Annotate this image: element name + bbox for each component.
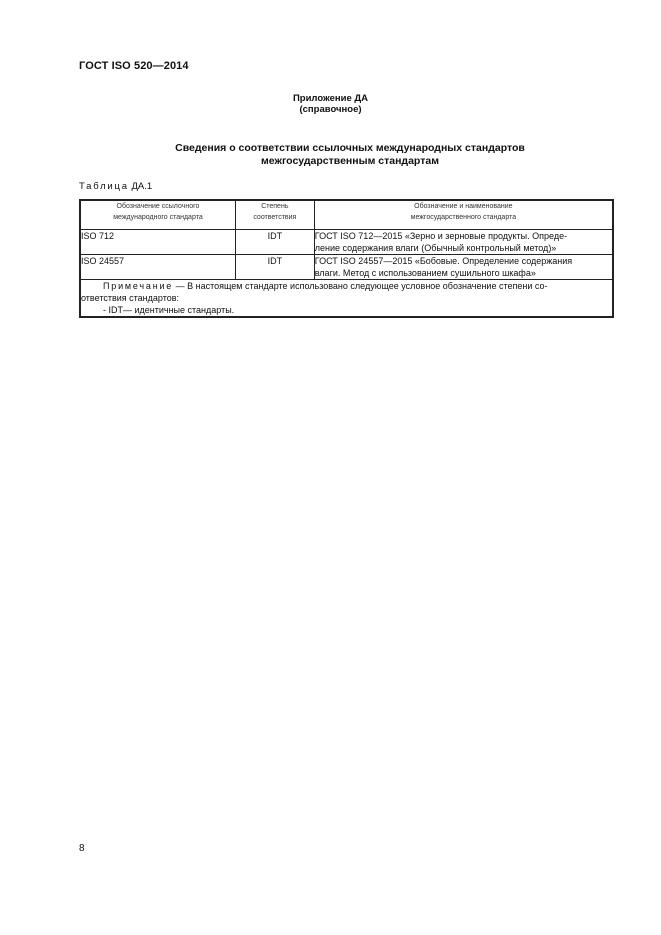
note-text-line2: ответствия стандартов: bbox=[81, 293, 180, 303]
section-title-line2: межгосударственным стандартам bbox=[261, 155, 439, 167]
header-intl-standard-line1: Обозначение ссылочного bbox=[116, 203, 200, 210]
appendix-status: (справочное) bbox=[299, 104, 362, 115]
cell-interstate-line2: ление содержания влаги (Обычный контрольный метод)» bbox=[314, 243, 557, 253]
cell-interstate-line1: ГОСТ ISO 24557—2015 «Бобовые. Определение содержания bbox=[314, 256, 573, 266]
table-caption bbox=[79, 181, 152, 192]
section-title-line1: Сведения о соответствии ссылочных международных стандартов bbox=[175, 142, 525, 154]
section-title bbox=[120, 142, 580, 168]
note-item: - IDT— идентичные стандарты. bbox=[103, 305, 235, 315]
appendix-title: Приложение ДА bbox=[292, 93, 369, 104]
cell-degree: IDT bbox=[235, 230, 314, 255]
page-number: 8 bbox=[79, 843, 85, 854]
table-note bbox=[80, 280, 613, 318]
header-intl-standard-line2: международного стандарта bbox=[113, 214, 203, 221]
table-caption-number: ДА.1 bbox=[131, 181, 153, 192]
table-note-row bbox=[80, 280, 613, 318]
cell-interstate-line1: ГОСТ ISO 712—2015 «Зерно и зерновые продукты. Опреде- bbox=[314, 231, 568, 241]
standards-table bbox=[79, 199, 614, 318]
note-text-line1: — В настоящем стандарте использовано следующее условное обозначение степени со- bbox=[173, 281, 548, 291]
cell-intl-standard: ISO 712 bbox=[80, 230, 235, 255]
cell-intl-standard: ISO 24557 bbox=[80, 255, 235, 280]
note-label: Примечание bbox=[103, 281, 174, 291]
table-row bbox=[80, 230, 613, 255]
header-degree-line1: Степень bbox=[261, 203, 289, 210]
note-line1 bbox=[81, 280, 612, 292]
cell-interstate-standard bbox=[314, 230, 613, 255]
cell-degree: IDT bbox=[235, 255, 314, 280]
cell-interstate-line2: влаги. Метод с использованием сушильного шкафа» bbox=[314, 268, 536, 278]
table-header-row bbox=[80, 200, 613, 230]
document-code: ГОСТ ISO 520—2014 bbox=[79, 60, 189, 72]
table-caption-word: Таблица bbox=[79, 181, 129, 192]
header-interstate-standard bbox=[314, 200, 613, 230]
header-interstate-line1: Обозначение и наименование bbox=[414, 203, 513, 210]
header-intl-standard bbox=[80, 200, 235, 230]
cell-interstate-standard bbox=[314, 255, 613, 280]
header-interstate-line2: межгосударственного стандарта bbox=[410, 214, 517, 221]
header-degree bbox=[235, 200, 314, 230]
header-degree-line2: соответствия bbox=[253, 214, 297, 221]
table-row bbox=[80, 255, 613, 280]
